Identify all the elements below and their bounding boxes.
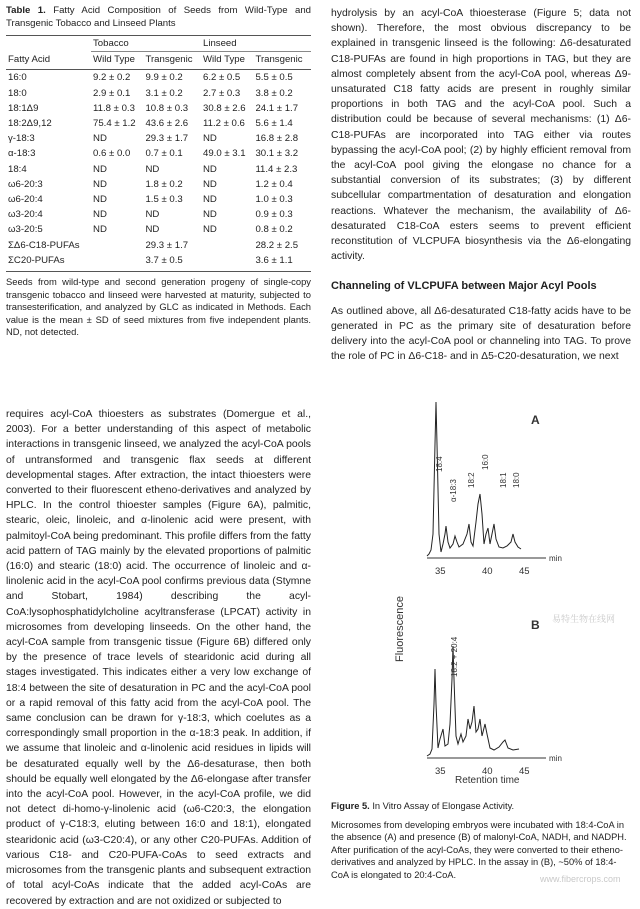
watermark-url: www.fibercrops.com [540, 874, 621, 884]
row-value: 9.2 ± 0.2 [93, 72, 131, 84]
row-value: 9.9 ± 0.2 [145, 72, 183, 84]
row-fatty-acid: ω6-20:4 [8, 194, 43, 206]
col-tobacco-transgenic: Transgenic [143, 52, 201, 70]
row-value: ND [202, 133, 217, 145]
col-linseed-transgenic: Transgenic [253, 52, 311, 70]
peak-label-alpha-18-3: α-18:3 [449, 479, 458, 502]
left-bottom-column [6, 407, 311, 909]
row-fatty-acid: ω3-20:5 [8, 224, 43, 236]
row-fatty-acid: α-18:3 [8, 148, 36, 160]
table-footnote: Seeds from wild-type and second generation progeny of single-copy transgenic tobacco and linseed were harvested at maturity, subjected to transesterification, and analyzed by GLC as indicated in Methods. Each value is the mean ± SD of seed mixtures from five independent plants. ND, not detected. [6, 276, 311, 338]
tick-b-40: 40 [482, 766, 493, 776]
row-value: 1.8 ± 0.2 [145, 178, 183, 190]
chromatogram-b [427, 646, 519, 756]
table-column-header [6, 52, 311, 70]
row-value: 43.6 ± 2.6 [145, 118, 189, 130]
figure-caption-label: Figure 5. [331, 801, 370, 811]
table-row [6, 86, 311, 101]
table-caption [6, 4, 311, 30]
row-value: 1.2 ± 0.4 [255, 178, 293, 190]
row-value: 1.0 ± 0.3 [255, 194, 293, 206]
row-fatty-acid: ΣΔ6-C18-PUFAs [8, 239, 80, 251]
tick-b-35: 35 [435, 766, 446, 776]
row-value: ND [145, 163, 160, 175]
row-value: ND [93, 178, 107, 190]
x-unit-a: min [549, 554, 562, 563]
table-row [6, 101, 311, 116]
tick-a-45: 45 [519, 566, 530, 577]
row-value: ND [145, 224, 160, 236]
row-fatty-acid: ΣC20-PUFAs [8, 254, 65, 266]
row-fatty-acid: γ-18:3 [8, 133, 35, 145]
row-fatty-acid: 18:0 [8, 87, 27, 99]
row-value: 5.6 ± 1.4 [255, 118, 293, 130]
table-row [6, 222, 311, 237]
y-axis-label: Fluorescence [394, 595, 406, 663]
row-fatty-acid: ω3-20:4 [8, 209, 43, 221]
figure-caption-body: Microsomes from developing embryos were incubated with 18:4-CoA in the absence (A) and presence (B) of malonyl-CoA, NADH, and NADPH. After purification of the acyl-CoAs, they were converted to their etheno-derivatives and analyzed by HPLC. In the assay in (B), ~50% of 18:4-CoA is elongated to 20:4-CoA. [331, 819, 627, 880]
row-value: 6.2 ± 0.5 [202, 72, 241, 84]
row-value: 0.9 ± 0.3 [255, 209, 293, 221]
row-value [91, 238, 143, 253]
table-row [6, 177, 311, 192]
x-axis-label: Retention time [455, 775, 520, 786]
table-row [6, 253, 311, 271]
peak-label-18-2-20-4: 18:2 + 20:4 [450, 636, 459, 677]
tick-a-40: 40 [482, 566, 493, 577]
row-value: 29.3 ± 1.7 [145, 239, 189, 251]
row-value [201, 238, 253, 253]
group-linseed: Linseed [201, 36, 311, 52]
row-value: 10.8 ± 0.3 [145, 102, 189, 114]
row-value: ND [93, 209, 107, 221]
row-value: 30.1 ± 3.2 [255, 148, 299, 160]
row-value: 2.9 ± 0.1 [93, 87, 131, 99]
row-value: 29.3 ± 1.7 [145, 133, 189, 145]
table-row [6, 116, 311, 131]
tick-b-45: 45 [519, 766, 530, 776]
row-value: 30.8 ± 2.6 [202, 102, 246, 114]
col-tobacco-wild-type: Wild Type [91, 52, 143, 70]
row-value: 3.8 ± 0.2 [255, 87, 293, 99]
row-fatty-acid: 18:4 [8, 163, 27, 175]
row-fatty-acid: 18:1Δ9 [8, 102, 39, 114]
table-row [6, 238, 311, 253]
table-row [6, 207, 311, 222]
fatty-acid-table [6, 35, 311, 271]
row-value: ND [202, 178, 217, 190]
row-value: 28.2 ± 2.5 [255, 239, 299, 251]
row-value: 75.4 ± 1.2 [93, 118, 136, 130]
row-value: ND [202, 224, 217, 236]
row-value: 5.5 ± 0.5 [255, 72, 293, 84]
figure-caption-title-text: In Vitro Assay of Elongase Activity. [372, 801, 515, 811]
row-value [91, 253, 143, 271]
peak-label-18-4: 18:4 [435, 456, 444, 472]
row-value: 3.6 ± 1.1 [255, 254, 293, 266]
tick-a-35: 35 [435, 566, 446, 577]
row-value: 0.7 ± 0.1 [145, 148, 183, 160]
row-value: 49.0 ± 3.1 [202, 148, 246, 160]
section-heading: Channeling of VLCPUFA between Major Acyl Pools [331, 280, 597, 293]
row-value [201, 253, 253, 271]
figure-5-chromatograms [391, 384, 623, 776]
row-value: 16.8 ± 2.8 [255, 133, 299, 145]
peak-label-16-0: 16:0 [481, 454, 490, 470]
peak-label-18-2: 18:2 [467, 472, 476, 488]
row-value: ND [93, 224, 107, 236]
row-value: 11.2 ± 0.6 [202, 118, 245, 130]
figure-caption-title [331, 800, 631, 813]
row-value: ND [93, 163, 107, 175]
table-row [6, 70, 311, 86]
table-row [6, 146, 311, 161]
row-value: ND [202, 209, 217, 221]
row-value: 0.8 ± 0.2 [255, 224, 293, 236]
row-value: 0.6 ± 0.0 [93, 148, 131, 160]
group-tobacco: Tobacco [91, 36, 201, 52]
table-group-header [6, 36, 311, 52]
figure-caption [331, 800, 631, 882]
row-value: ND [202, 194, 217, 206]
row-fatty-acid: 16:0 [8, 72, 27, 84]
table-row [6, 162, 311, 177]
table-caption-text: Fatty Acid Composition of Seeds from Wild-Type and Transgenic Tobacco and Linseed Plants [6, 5, 312, 29]
row-fatty-acid: 18:2Δ9,12 [8, 118, 52, 130]
col-linseed-wild-type: Wild Type [201, 52, 253, 70]
row-value: 11.8 ± 0.3 [93, 102, 135, 114]
row-fatty-acid: ω6-20:3 [8, 178, 43, 190]
row-value: 3.7 ± 0.5 [145, 254, 183, 266]
row-value: ND [93, 194, 107, 206]
paragraph-right-top: hydrolysis by an acyl-CoA thioesterase (Figure 5; data not shown). Therefore, the most obvious discrepancy to be explained in transgenic linseed is the following: Δ6-desaturated C18-PUFAs are found in high proportions in TAG, but they are almost completely absent from the acyl-CoA pool, whereas Δ9-unsaturated C18 fatty acids are present in roughly similar proportions in both TAG and the acyl-CoA pool. Such a distribution could be because of several mechanisms: (1) Δ6-C18-PUFAs are incorporated into TAG either via routes bypassing the acyl-CoA pool; (2) by highly efficient removal from the acyl-CoA pool giving the elongase no chance for a substantial conversion of its substrates; (3) by different subcellular compartmentation of desaturation and elongation reactions. Whatever the mechanism, the availability of Δ6-desaturated C18-CoA esters seems to prevent efficient reconstitution of VLCPUFA biosynthesis via the Δ6-elongating activity. [331, 8, 631, 263]
table-block [6, 4, 311, 339]
col-fatty-acid: Fatty Acid [6, 52, 91, 70]
panel-b-label: B [531, 618, 540, 632]
table-caption-label: Table 1. [6, 5, 46, 16]
paragraph-right-section: As outlined above, all Δ6-desaturated C18-fatty acids have to be generated in PC as the primary site of desaturation before delivery into the acyl-CoA pool or channeling into TAG. To prove the role of PC in Δ6-C18- and in Δ5-C20-desaturation, we next [331, 305, 631, 363]
peak-label-18-1: 18:1 [499, 472, 508, 488]
row-value: ND [93, 133, 107, 145]
row-value: 11.4 ± 2.3 [255, 163, 298, 175]
watermark-cn: 易特生物在线网 [552, 614, 616, 624]
table-row [6, 131, 311, 146]
panel-a-label: A [531, 413, 540, 427]
row-value: ND [145, 209, 160, 221]
row-value: ND [202, 163, 217, 175]
row-value: 1.5 ± 0.3 [145, 194, 183, 206]
right-top-column [331, 6, 631, 364]
row-value: 24.1 ± 1.7 [255, 102, 299, 114]
paragraph-left-bottom: requires acyl-CoA thioesters as substrates (Domergue et al., 2003). For a better understanding of this aspect of metabolic interactions in transgenic linseed, we analyzed the acyl-CoA pools of untransformed and transgenic flax seeds at different developmental stages. After extraction, the intact thioesters were converted to their fluorescent etheno-derivatives and analyzed by HPLC. In the control thioester samples (Figure 6A), palmitic, stearic, oleic, linoleic, and α-linolenic acid were present, with palmitoyl-CoA being predominant. This profile differs from the fatty acid pattern of TAG mainly by the elevated proportions of palmitic (16:0) and stearic (18:0) acid. The occurrence of linoleic and α-linolenic acid in the acyl-CoA pool confirms previous data (Stymne and Stobart, 1984) describing the acyl-CoA:lysophosphatidylcholine acyltransferase (LPCAT) activity in microsomes from developing linseeds. On the other hand, the acyl-CoA sample from transgenic tissue (Figure 6B) differed only by the presence of trace levels of stearidonic acid during all stages investigated. This indicates either a very low exchange of 18:4 between the site of desaturation in PC and the acyl-CoA pool or a rapid removal of this fatty acid from the acyl-CoA pool. The same conclusion can be drawn for γ-18:3, which coelutes as a correspondingly small proportion in the α-18:3 peak. In addition, if we assume that linoleic and α-linolenic acid residues in lipids will be desaturated equally well by the Δ6-desaturase, then both should be equally well elongated by the Δ6-elongase after transfer into the acyl-CoA pool. However, in the acyl-CoA profile, we did not detect di-homo-γ-linolenic acid (ω6-C20:3, the elongation product of γ-C18:3, eluting between 16:0 and 18:1), elongated stearidonic acid (ω3-C20:4), or any other C20-PUFAs. Addition of various C18- and C20-PUFA-CoAs to seed extracts and microsomes from the transgenic plants and subsequent extraction of total acyl-CoAs indicate that the added acyl-CoAs are recovered by extraction and are not oxidized or subjected to [6, 409, 311, 907]
table-row [6, 192, 311, 207]
row-value: 3.1 ± 0.2 [145, 87, 183, 99]
row-value: 2.7 ± 0.3 [202, 87, 241, 99]
x-unit-b: min [549, 754, 562, 763]
peak-label-18-0: 18:0 [512, 472, 521, 488]
